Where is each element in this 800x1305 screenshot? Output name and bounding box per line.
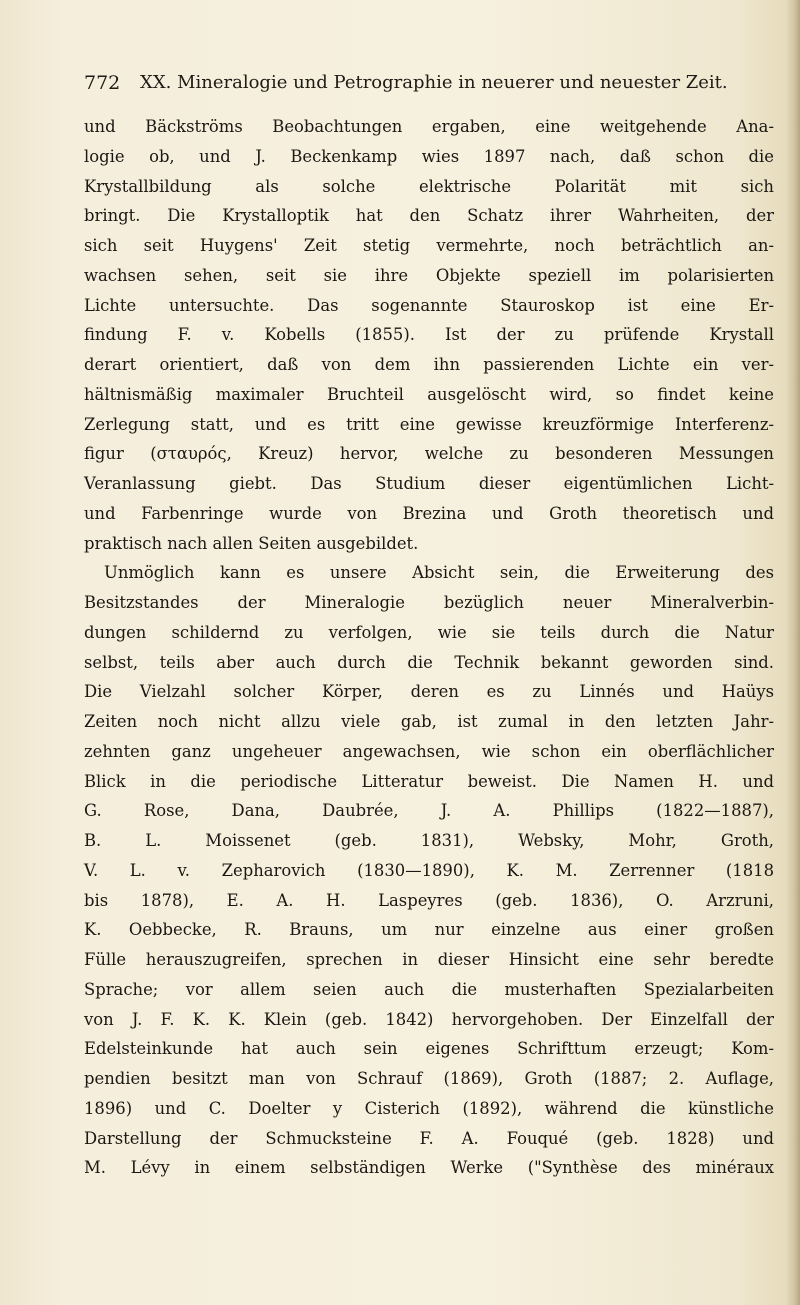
body-text [84,112,774,1183]
text-line: Besitzstandes der Mineralogie bezüglich neuer Mineralverbin- [84,593,774,612]
text-line: Unmöglich kann es unsere Absicht sein, die Erweiterung des [104,563,774,583]
text-line: Zeiten noch nicht allzu viele gab, ist zumal in den letzten Jahr- [84,712,774,731]
text-line: selbst, teils aber auch durch die Technik bekannt geworden sind. [84,652,774,672]
page-edge-shadow [786,0,800,1305]
text-line: G. Rose, Dana, Daubrée, J. A. Phillips (1822—1887), [84,801,774,821]
text-line: Sprache; vor allem seien auch die musterhaften Spezialarbeiten [84,979,774,999]
text-line: von J. F. K. K. Klein (geb. 1842) hervorgehoben. Der Einzelfall der [84,1009,774,1029]
text-line: Edelsteinkunde hat auch sein eigenes Schrifttum erzeugt; Kom- [84,1039,774,1059]
text-line: B. L. Moissenet (geb. 1831), Websky, Mohr, Groth, [84,831,774,850]
text-line: figur (σταυρός, Kreuz) hervor, welche zu besonderen Messungen [84,444,774,464]
text-line: V. L. v. Zepharovich (1830—1890), K. M. Zerrenner (1818 [84,860,774,880]
text-line: und Bäckströms Beobachtungen ergaben, eine weitgehende Ana- [84,117,774,136]
text-line: Blick in die periodische Litteratur beweist. Die Namen H. und [84,771,774,791]
text-line: Die Vielzahl solcher Körper, deren es zu Linnés und Haüys [84,682,774,702]
text-line: bringt. Die Krystalloptik hat den Schatz ihrer Wahrheiten, der [84,206,774,226]
text-line: logie ob, und J. Beckenkamp wies 1897 nach, daß schon die [84,146,774,166]
running-head: XX. Mineralogie und Petrographie in neuerer und neuester Zeit. [140,72,728,93]
text-line: K. Oebbecke, R. Brauns, um nur einzelne aus einer großen [84,920,774,940]
page-number: 772 [84,72,121,94]
text-line: zehnten ganz ungeheuer angewachsen, wie schon ein oberflächlicher [84,741,774,761]
text-line: und Farbenringe wurde von Brezina und Groth theoretisch und [84,503,774,523]
text-line: sich seit Huygens' Zeit stetig vermehrte, noch beträchtlich an- [84,236,774,255]
text-line: dungen schildernd zu verfolgen, wie sie teils durch die Natur [84,622,774,642]
page-header [84,72,774,100]
text-line: Darstellung der Schmucksteine F. A. Fouqué (geb. 1828) und [84,1128,774,1148]
text-line: 1896) und C. Doelter y Cisterich (1892), während die künstliche [84,1098,774,1118]
text-line: M. Lévy in einem selbständigen Werke ("Synthèse des minéraux [84,1158,774,1178]
text-line: findung F. v. Kobells (1855). Ist der zu prüfende Krystall [84,325,774,345]
text-line: Zerlegung statt, und es tritt eine gewisse kreuzförmige Interferenz- [84,414,774,434]
text-line: Lichte untersuchte. Das sogenannte Stauroskop ist eine Er- [84,295,774,315]
text-line: praktisch nach allen Seiten ausgebildet. [84,533,419,553]
text-line: bis 1878), E. A. H. Laspeyres (geb. 1836), O. Arzruni, [84,890,774,910]
text-line: Veranlassung giebt. Das Studium dieser eigentümlichen Licht- [84,474,774,493]
text-line: pendien besitzt man von Schrauf (1869), Groth (1887; 2. Auflage, [84,1069,774,1088]
text-line: wachsen sehen, seit sie ihre Objekte speziell im polarisierten [84,265,774,285]
text-line: Fülle herauszugreifen, sprechen in dieser Hinsicht eine sehr beredte [84,950,774,969]
text-line: Krystallbildung als solche elektrische Polarität mit sich [84,176,774,196]
text-line: derart orientiert, daß von dem ihn passierenden Lichte ein ver- [84,355,774,374]
text-line: hältnismäßig maximaler Bruchteil ausgelöscht wird, so findet keine [84,384,774,404]
